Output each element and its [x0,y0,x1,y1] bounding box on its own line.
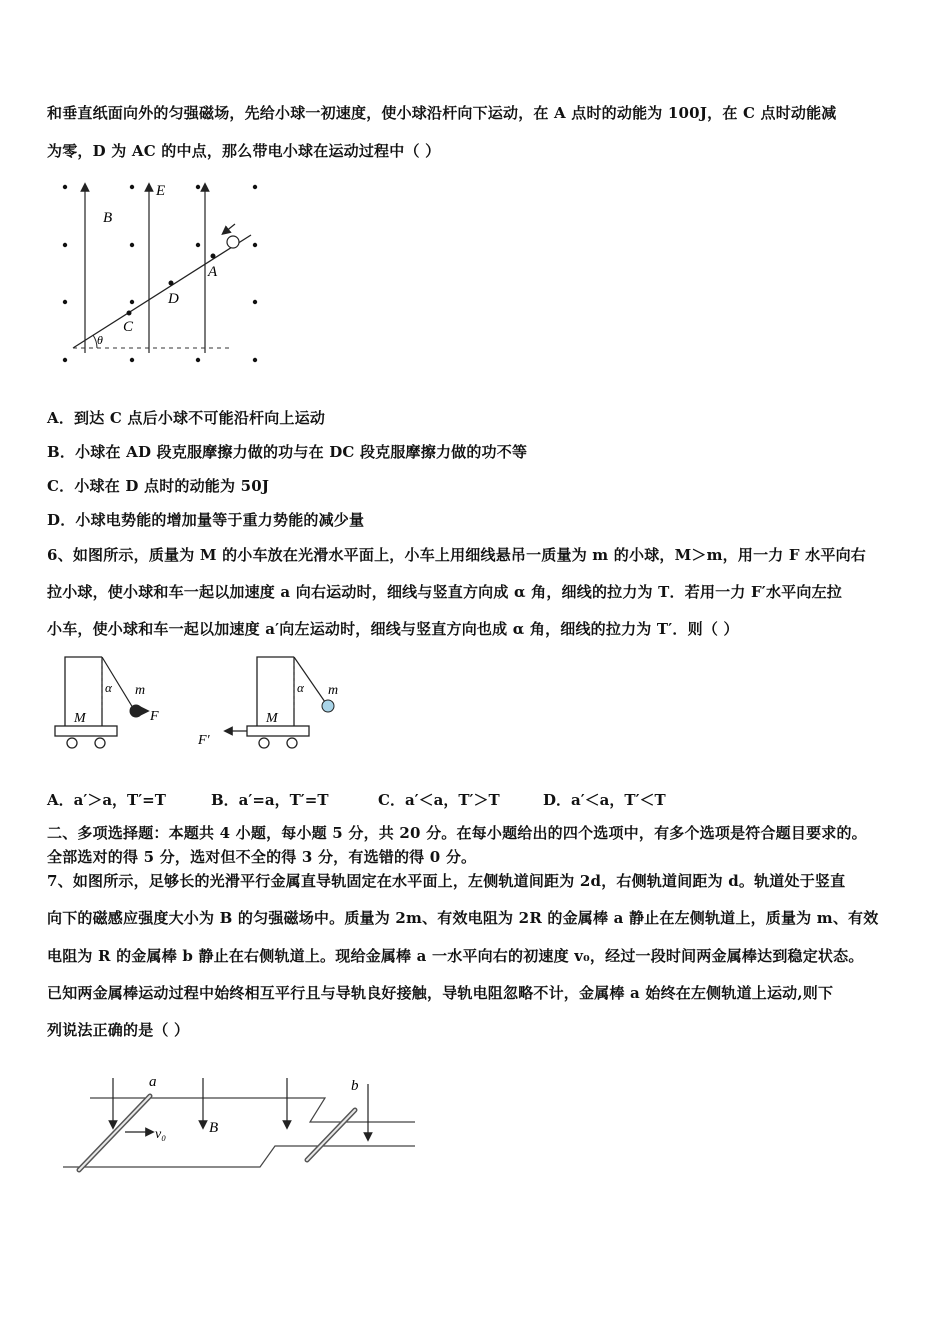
label-E: E [156,183,166,199]
q6-stem-line-2: 拉小球，使小球和车一起以加速度 a 向右运动时，细线与竖直方向成 α 角，细线的拉力为 T．若用一力 F′水平向左拉 [47,583,842,601]
q6-stem-line-1: 6、如图所示，质量为 M 的小车放在光滑水平面上，小车上用细线悬吊一质量为 m 的小球，M＞m，用一力 F 水平向右 [47,546,866,564]
ball [227,236,239,248]
rod [73,235,251,348]
label-m-right: m [328,683,339,698]
label-F-prime: F′ [198,733,210,748]
label-theta: θ [97,333,103,347]
q5-stem-line-1: 和垂直纸面向外的匀强磁场，先给小球一初速度，使小球沿杆向下运动，在 A 点时的动能为 100J，在 C 点时动能减 [47,104,837,122]
q6-figure [50,652,350,756]
q5-stem-line-2: 为零，D 为 AC 的中点，那么带电小球在运动过程中（ ） [47,142,441,160]
label-C: C [123,319,134,335]
q6-option-a[interactable]: A．a′＞a，T′=T [47,791,166,809]
q5-option-a[interactable]: A．到达 C 点后小球不可能沿杆向上运动 [47,409,326,427]
section-2-note: 全部选对的得 5 分，选对但不全的得 3 分，有选错的得 0 分。 [47,848,477,866]
q6-option-d[interactable]: D．a′＜a，T′＜T [543,791,666,809]
label-B-field: B [209,1120,219,1136]
q5-option-c[interactable]: C．小球在 D 点时的动能为 50J [47,477,270,495]
label-a: a [149,1074,157,1090]
label-alpha-left: α [105,680,112,695]
q7-stem-line-1: 7、如图所示，足够长的光滑平行金属直导轨固定在水平面上，左侧轨道间距为 2d，右侧轨道间距为 d。轨道处于竖直 [47,872,846,890]
label-b: b [351,1078,359,1094]
cart-left [55,657,117,748]
label-D: D [168,291,179,307]
q7-stem-line-5: 列说法正确的是（ ） [47,1021,190,1039]
label-A: A [208,264,218,280]
q5-figure [55,175,270,375]
q5-option-b[interactable]: B．小球在 AD 段克服摩擦力做的功与在 DC 段克服摩擦力做的功不等 [47,443,528,461]
label-m-left: m [135,683,146,698]
label-v0: v₀ [155,1127,167,1142]
label-alpha-right: α [297,680,304,695]
cart-right [247,657,309,748]
section-2-heading: 二、多项选择题：本题共 4 小题，每小题 5 分，共 20 分。在每小题给出的四个选项中，有多个选项是符合题目要求的。 [47,824,867,842]
label-M-right: M [266,711,278,726]
q7-stem-line-4: 已知两金属棒运动过程中始终相互平行且与导轨良好接触，导轨电阻忽略不计，金属棒 a 始终在左侧轨道上运动,则下 [47,984,834,1002]
q6-option-c[interactable]: C．a′＜a，T′＞T [378,791,500,809]
q7-stem-line-2: 向下的磁感应强度大小为 B 的匀强磁场中。质量为 2m、有效电阻为 2R 的金属棒 a 静止在左侧轨道上，质量为 m、有效 [47,909,879,927]
q6-option-b[interactable]: B．a′=a，T′=T [211,791,329,809]
label-F: F [150,709,159,724]
q7-figure [55,1070,425,1180]
q5-option-d[interactable]: D．小球电势能的增加量等于重力势能的减少量 [47,511,365,529]
label-M-left: M [74,711,86,726]
q7-stem-line-3: 电阻为 R 的金属棒 b 静止在右侧轨道上。现给金属棒 a 一水平向右的初速度 v₀，经过一段时间两金属棒达到稳定状态。 [47,947,864,965]
q6-stem-line-3: 小车，使小球和车一起以加速度 a′向左运动时，细线与竖直方向也成 α 角，细线的拉力为 T′．则（ ） [47,620,739,638]
label-B: B [103,210,113,226]
